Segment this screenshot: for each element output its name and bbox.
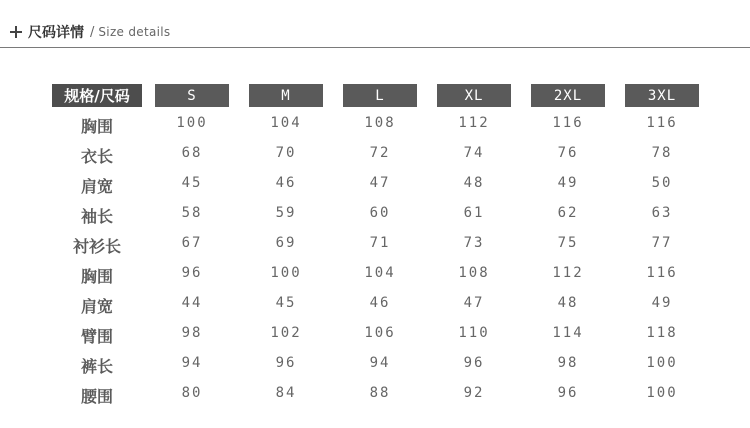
row-label: 腰围 (80, 387, 113, 406)
table-cell: 67 (181, 235, 203, 251)
table-cell: 116 (552, 115, 584, 131)
table-cell: 68 (181, 145, 203, 161)
table-cell: 48 (463, 175, 485, 191)
table-cell: 118 (646, 325, 678, 341)
table-cell: 70 (275, 145, 297, 161)
table-cell: 60 (369, 205, 391, 221)
table-cell: 48 (557, 295, 579, 311)
table-cell: 59 (275, 205, 297, 221)
table-cell: 100 (646, 385, 678, 401)
table-cell: 80 (181, 385, 203, 401)
table-cell: 47 (463, 295, 485, 311)
table-cell: 92 (463, 385, 485, 401)
table-cell: 102 (270, 325, 302, 341)
table-cell: 94 (181, 355, 203, 371)
table-cell: 116 (646, 115, 678, 131)
size-header-s: S (155, 84, 229, 107)
table-cell: 45 (275, 295, 297, 311)
table-cell: 110 (458, 325, 490, 341)
table-cell: 76 (557, 145, 579, 161)
table-cell: 100 (176, 115, 208, 131)
table-cell: 46 (275, 175, 297, 191)
row-label: 胸围 (80, 267, 113, 286)
row-label: 肩宽 (80, 177, 113, 196)
table-cell: 78 (651, 145, 673, 161)
table-cell: 69 (275, 235, 297, 251)
size-header-xl: XL (437, 84, 511, 107)
table-cell: 77 (651, 235, 673, 251)
table-cell: 112 (552, 265, 584, 281)
table-cell: 63 (651, 205, 673, 221)
size-header-m: M (249, 84, 323, 107)
table-cell: 106 (364, 325, 396, 341)
table-cell: 100 (270, 265, 302, 281)
table-cell: 50 (651, 175, 673, 191)
table-cell: 74 (463, 145, 485, 161)
table-cell: 84 (275, 385, 297, 401)
section-subtitle: Size details (98, 25, 171, 39)
table-cell: 98 (557, 355, 579, 371)
table-cell: 71 (369, 235, 391, 251)
title-separator: / (90, 24, 95, 40)
table-cell: 104 (270, 115, 302, 131)
table-cell: 72 (369, 145, 391, 161)
table-cell: 96 (557, 385, 579, 401)
table-cell: 94 (369, 355, 391, 371)
table-cell: 45 (181, 175, 203, 191)
table-cell: 47 (369, 175, 391, 191)
corner-header: 规格/尺码 (52, 84, 142, 107)
table-cell: 112 (458, 115, 490, 131)
row-label: 裤长 (80, 357, 113, 376)
table-cell: 96 (275, 355, 297, 371)
size-header-3xl: 3XL (625, 84, 699, 107)
table-cell: 61 (463, 205, 485, 221)
row-label: 肩宽 (80, 297, 113, 316)
size-header-2xl: 2XL (531, 84, 605, 107)
row-label: 衣长 (80, 147, 113, 166)
section-title: 尺码详情 (28, 25, 84, 41)
table-cell: 114 (552, 325, 584, 341)
table-cell: 108 (458, 265, 490, 281)
row-label: 衬衫长 (72, 237, 121, 256)
table-cell: 75 (557, 235, 579, 251)
table-cell: 73 (463, 235, 485, 251)
table-cell: 100 (646, 355, 678, 371)
table-cell: 104 (364, 265, 396, 281)
size-header-l: L (343, 84, 417, 107)
table-cell: 98 (181, 325, 203, 341)
row-label: 臂围 (80, 327, 113, 346)
table-cell: 96 (181, 265, 203, 281)
table-cell: 46 (369, 295, 391, 311)
row-label: 胸围 (80, 117, 113, 136)
table-cell: 62 (557, 205, 579, 221)
table-cell: 96 (463, 355, 485, 371)
table-cell: 116 (646, 265, 678, 281)
table-cell: 49 (557, 175, 579, 191)
table-cell: 44 (181, 295, 203, 311)
row-label: 袖长 (80, 207, 113, 226)
table-cell: 108 (364, 115, 396, 131)
table-cell: 88 (369, 385, 391, 401)
table-cell: 58 (181, 205, 203, 221)
table-cell: 49 (651, 295, 673, 311)
